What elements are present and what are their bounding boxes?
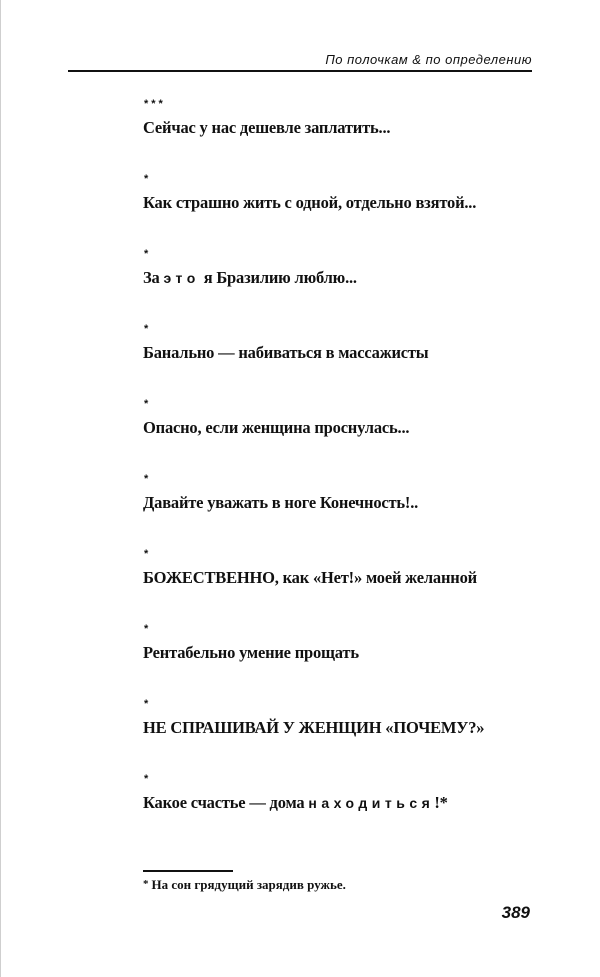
aphorism-entry xyxy=(143,473,543,548)
text-run: Сейчас у нас дешевле заплатить... xyxy=(143,118,391,137)
text-run: я Бразилию люблю... xyxy=(199,268,357,287)
text-run: Рентабельно умение прощать xyxy=(143,643,359,662)
footnote xyxy=(143,877,346,893)
aphorism-text xyxy=(143,417,409,439)
header-rule xyxy=(68,70,532,72)
page-number: 389 xyxy=(501,903,530,922)
text-run: Банально — набиваться в массажисты xyxy=(143,343,429,362)
aphorism-text xyxy=(143,717,484,739)
asterisk-marker: * xyxy=(144,323,152,335)
aphorism-entry xyxy=(143,248,543,323)
asterisk-marker: * xyxy=(144,173,152,185)
aphorism-text xyxy=(143,492,418,514)
footnote-mark: * xyxy=(143,878,149,890)
aphorism-text xyxy=(143,117,390,139)
text-run: БОЖЕСТВЕННО, как «Нет!» моей желанной xyxy=(143,568,477,587)
text-run: Какое счастье — дома xyxy=(143,793,309,812)
asterisk-marker: * xyxy=(144,248,152,260)
aphorism-entry xyxy=(143,548,543,623)
aphorism-entry xyxy=(143,623,543,698)
text-run: !* xyxy=(434,793,448,812)
aphorism-entry xyxy=(143,323,543,398)
footnote-text: На сон грядущий зарядив ружье. xyxy=(151,877,346,892)
asterisk-marker: * xyxy=(144,773,152,785)
text-run: Как страшно жить с одной, отдельно взятой... xyxy=(143,193,477,212)
aphorism-text xyxy=(143,342,429,364)
footnote-rule xyxy=(143,870,233,872)
asterisk-marker: * xyxy=(144,398,152,410)
running-header xyxy=(68,52,532,72)
asterisk-marker: * xyxy=(144,548,152,560)
spaced-emphasis: это xyxy=(163,270,200,286)
aphorism-entry xyxy=(143,398,543,473)
asterisk-marker: * xyxy=(144,473,152,485)
page-edge xyxy=(0,0,1,977)
aphorism-text xyxy=(143,792,448,814)
aphorism-text xyxy=(143,267,357,289)
aphorism-list xyxy=(143,98,543,848)
spaced-emphasis: находиться xyxy=(308,795,435,811)
asterisk-marker: * xyxy=(144,623,152,635)
aphorism-text xyxy=(143,642,359,664)
asterisk-marker: *** xyxy=(144,98,166,110)
aphorism-entry xyxy=(143,173,543,248)
text-run: За xyxy=(143,268,164,287)
text-run: Опасно, если женщина проснулась... xyxy=(143,418,410,437)
aphorism-entry xyxy=(143,98,543,173)
running-title: По полочкам & по определению xyxy=(325,52,532,67)
aphorism-entry xyxy=(143,773,543,848)
asterisk-marker: * xyxy=(144,698,152,710)
aphorism-text xyxy=(143,192,476,214)
text-run: НЕ СПРАШИВАЙ У ЖЕНЩИН «ПОЧЕМУ?» xyxy=(143,718,485,737)
text-run: Давайте уважать в ноге Конечность!.. xyxy=(143,493,419,512)
aphorism-text xyxy=(143,567,477,589)
aphorism-entry xyxy=(143,698,543,773)
